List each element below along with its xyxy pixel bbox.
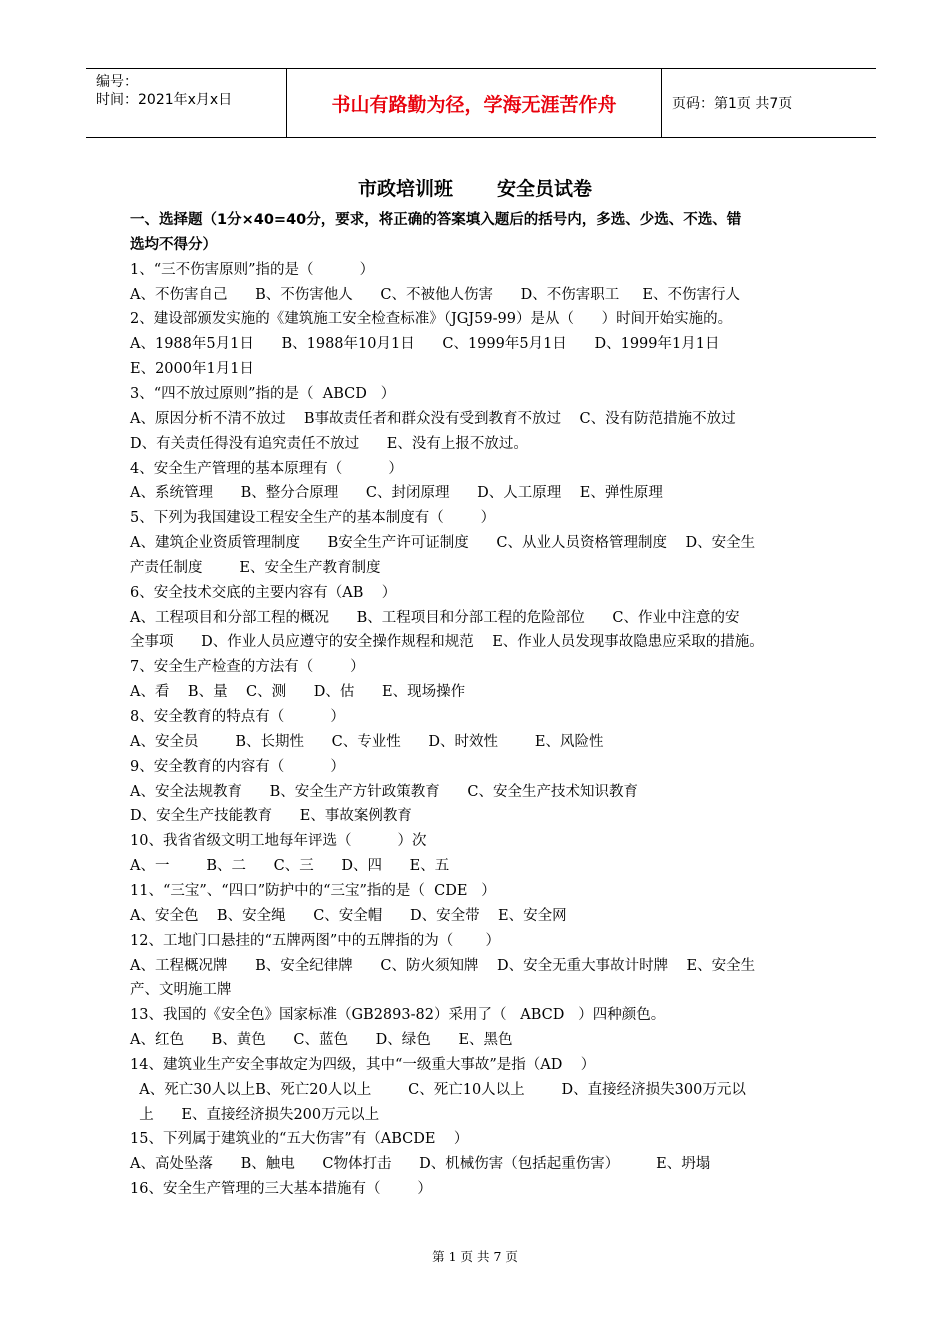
question-line: 15、下列属于建筑业的“五大伤害”有（ABCDE ） xyxy=(130,1131,469,1148)
question-line: 全事项 D、作业人员应遵守的安全操作规程和规范 E、作业人员发现事故隐患应采取的措施。 xyxy=(130,634,764,651)
question-line: 5、下列为我国建设工程安全生产的基本制度有（ ） xyxy=(130,510,496,527)
section-heading-line: 选均不得分） xyxy=(130,236,217,253)
question-line: E、2000年1月1日 xyxy=(130,361,254,378)
question-line: 4、安全生产管理的基本原理有（ ） xyxy=(130,460,403,477)
question-line: A、安全法规教育 B、安全生产方针政策教育 C、安全生产技术知识教育 xyxy=(130,783,639,800)
question-line: 12、工地门口悬挂的“五牌两图”中的五牌指的为（ ） xyxy=(130,932,501,949)
question-line: 10、我省省级文明工地每年评选（ ）次 xyxy=(130,833,427,850)
question-line: A、安全色 B、安全绳 C、安全帽 D、安全带 E、安全网 xyxy=(130,907,567,924)
title-part-1: 市政培训班 xyxy=(357,178,453,200)
document-title xyxy=(0,174,950,201)
question-line: 9、安全教育的内容有（ ） xyxy=(130,758,345,775)
question-line: A、死亡30人以上B、死亡20人以上 C、死亡10人以上 D、直接经济损失300万元以 xyxy=(130,1081,746,1098)
question-line: A、工程项目和分部工程的概况 B、工程项目和分部工程的危险部位 C、作业中注意的安 xyxy=(130,609,740,626)
question-line: 13、我国的《安全色》国家标准（GB2893-82）采用了（ ABCD ）四种颜色。 xyxy=(130,1007,666,1024)
time-label: 时间：2021年x月x日 xyxy=(96,92,233,108)
question-line: D、安全生产技能教育 E、事故案例教育 xyxy=(130,808,412,825)
question-line: A、1988年5月1日 B、1988年10月1日 C、1999年5月1日 D、1999年1月1日 xyxy=(130,336,720,353)
question-line: D、有关责任得没有追究责任不放过 E、没有上报不放过。 xyxy=(130,435,528,452)
header-left-cell xyxy=(86,69,286,137)
question-line: A、系统管理 B、整分合原理 C、封闭原理 D、人工原理 E、弹性原理 xyxy=(130,485,663,502)
question-line: A、不伤害自己 B、不伤害他人 C、不被他人伤害 D、不伤害职工 E、不伤害行人 xyxy=(130,286,740,303)
title-part-2: 安全员试卷 xyxy=(497,178,593,200)
code-label: 编号： xyxy=(96,74,138,90)
section-heading-line: 一、选择题（1分×40=40分，要求，将正确的答案填入题后的括号内，多选、少选、不选、错 xyxy=(130,212,742,228)
page-footer: 第 1 页 共 7 页 xyxy=(432,1249,518,1264)
question-line: 3、“四不放过原则”指的是（ ABCD ） xyxy=(130,385,396,402)
question-line: A、看 B、量 C、测 D、估 E、现场操作 xyxy=(130,684,466,701)
question-line: 上 E、直接经济损失200万元以上 xyxy=(130,1106,380,1123)
question-line: A、建筑企业资质管理制度 B安全生产许可证制度 C、从业人员资格管理制度 D、安全生 xyxy=(130,535,756,552)
question-line: 14、建筑业生产安全事故定为四级，其中“一级重大事故”是指（AD ） xyxy=(130,1056,596,1073)
header-table xyxy=(86,68,876,138)
question-line: 8、安全教育的特点有（ ） xyxy=(130,709,345,725)
question-line: 产、文明施工牌 xyxy=(130,982,232,999)
question-line: 6、安全技术交底的主要内容有（AB ） xyxy=(130,584,397,601)
question-line: 2、建设部颁发实施的《建筑施工安全检查标准》（JGJ59-99）是从（ ）时间开始实施的。 xyxy=(130,311,733,328)
question-line: A、红色 B、黄色 C、蓝色 D、绿色 E、黑色 xyxy=(130,1032,513,1049)
question-line: 16、安全生产管理的三大基本措施有（ ） xyxy=(130,1181,432,1198)
question-line: A、工程概况牌 B、安全纪律牌 C、防火须知牌 D、安全无重大事故计时牌 E、安全生 xyxy=(130,957,756,974)
question-line: A、高处坠落 B、触电 C物体打击 D、机械伤害（包括起重伤害） E、坍塌 xyxy=(130,1156,711,1173)
question-line: A、一 B、二 C、三 D、四 E、五 xyxy=(130,858,450,875)
motto: 书山有路勤为径，学海无涯苦作舟 xyxy=(286,69,662,137)
question-line: A、安全员 B、长期性 C、专业性 D、时效性 E、风险性 xyxy=(130,733,604,750)
question-line: 7、安全生产检查的方法有（ ） xyxy=(130,659,365,676)
question-line: 产责任制度 E、安全生产教育制度 xyxy=(130,559,381,576)
question-line: A、原因分析不清不放过 B事故责任者和群众没有受到教育不放过 C、没有防范措施不放过 xyxy=(130,410,736,427)
question-line: 1、“三不伤害原则”指的是（ ） xyxy=(130,261,375,278)
question-line: 11、“三宝”、“四口”防护中的“三宝”指的是（ CDE ） xyxy=(130,882,496,899)
page-info: 页码：第1页 共7页 xyxy=(672,96,793,112)
